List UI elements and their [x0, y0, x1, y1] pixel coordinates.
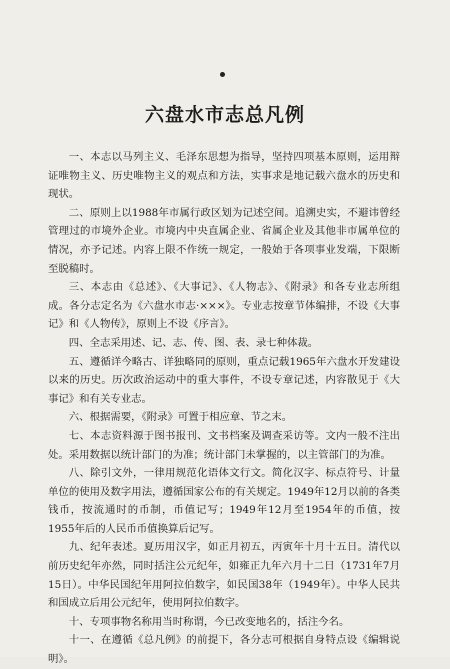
paragraph-9: 九、纪年表述。夏历用汉字，如正月初五，丙寅年十月十五日。清代以前历史纪年亦然，同时括注公元纪年，如雍正九年六月十二日（1731年7月15日）。中华民国纪年用阿拉伯数字，如民国38年（1949年）。中华人民共和国成立后用公元纪年，使用阿拉伯数字。 [48, 541, 400, 610]
page-title: 六盘水市志总凡例 [144, 104, 305, 126]
document-body [48, 148, 400, 669]
paragraph-7: 七、本志资料源于图书报刊、文书档案及调查采访等。文内一般不注出处。采用数据以统计部门的为准；统计部门未掌握的，以主管部门的为准。 [48, 429, 400, 461]
paragraph-6: 六、根据需要，《附录》可置于相应章、节之末。 [68, 411, 293, 424]
paragraph-5: 五、遵循详今略古、详独略同的原则，重点记载1965年六盘水开发建设以来的历史。历次政治运动中的重大事件，不设专章记述，内容散见于《大事记》和有关专业志。 [48, 355, 400, 405]
paragraph-4: 四、全志采用述、记、志、传、图、表、录七种体裁。 [68, 336, 319, 349]
bullet-mark [220, 72, 225, 77]
paragraph-2: 二、原则上以1988年市属行政区划为记述空间。追溯史实，不避讳曾经管理过的市境外企业。市境内中央直属企业、省属企业及其他非市属单位的情况，亦予记述。内容上限不作统一规定，一般始于各项事业发端，下限断至脱稿时。 [48, 206, 400, 275]
paragraph-3: 三、本志由《总述》、《大事记》、《人物志》、《附录》和各专业志所组成。各分志定名为《六盘水市志·×××》。专业志按章节体编排，不设《大事记》和《人物传》，原则上不设《序言》。 [48, 281, 400, 331]
paragraph-8: 八、除引文外，一律用规范化语体文行文。简化汉字、标点符号、计量单位的使用及数字用法，遵循国家公布的有关规定。1949年12月以前的各类钱币，按流通时的币制，币值记写；1949年12月至1954年的币值，按1955年后的人民币币值换算后记写。 [48, 467, 400, 535]
paragraph-10: 十、专项事物名称用当时称谓，今已改变地名的，括注今名。 [68, 615, 350, 628]
paragraph-1: 一、本志以马列主义、毛泽东思想为指导，坚持四项基本原则，运用辩证唯物主义、历史唯物主义的观点和方法，实事求是地记载六盘水的历史和现状。 [48, 151, 400, 201]
paragraph-11: 十一、在遵循《总凡例》的前提下，各分志可根据自身特点设《编辑说明》。 [48, 634, 400, 666]
